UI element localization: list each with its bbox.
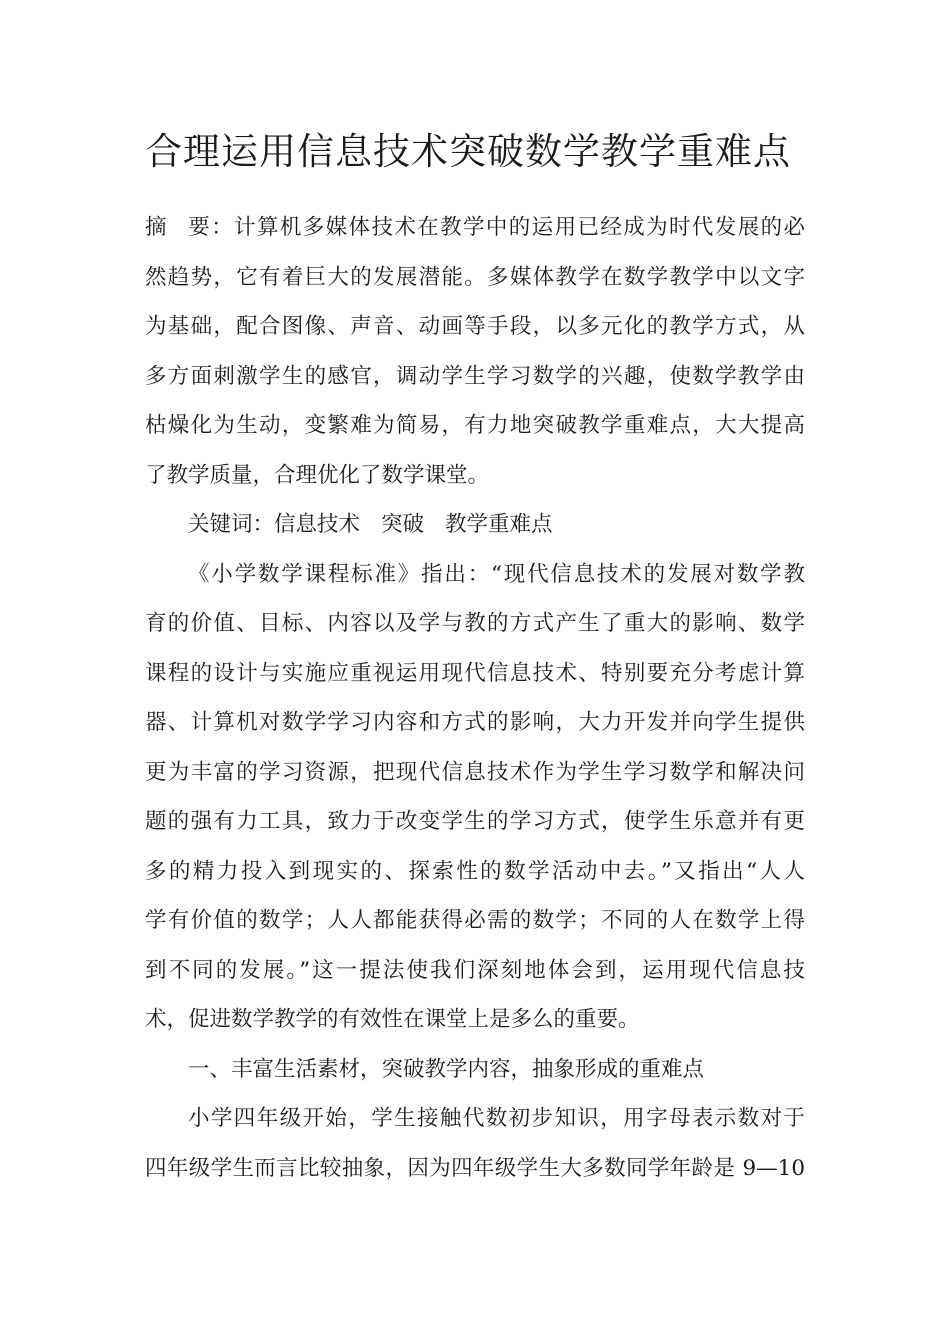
paragraph-line: 育的价值、目标、内容以及学与教的方式产生了重大的影响、数学 (145, 611, 805, 636)
paragraph-line: 四年级学生而言比较抽象，因为四年级学生大多数同学年龄是 9—10 (145, 1155, 805, 1181)
paragraph-line: 题的强有力工具，致力于改变学生的学习方式，使学生乐意并有更 (145, 809, 805, 834)
paragraph-line: 多的精力投入到现实的、探索性的数学活动中去。”又指出“人人 (145, 858, 805, 884)
keywords-line (145, 500, 805, 550)
document-title: 合理运用信息技术突破数学教学重难点 (145, 130, 791, 173)
keywords-label: 关键词： (188, 512, 275, 537)
abstract-line: 了教学质量，合理优化了数学课堂。 (145, 462, 490, 488)
keyword-item: 教学重难点 (445, 512, 553, 537)
paragraph-line: 小学四年级开始，学生接触代数初步知识，用字母表示数对于 (188, 1106, 805, 1131)
abstract-line: 多方面刺激学生的感官，调动学生学习数学的兴趣，使数学教学由 (145, 363, 805, 389)
paragraph-line: 《小学数学课程标准》指出：“现代信息技术的发展对数学教 (188, 561, 805, 587)
abstract-line: 为基础，配合图像、声音、动画等手段，以多元化的教学方式，从 (145, 314, 805, 339)
section-heading: 一、丰富生活素材，突破教学内容，抽象形成的重难点 (188, 1056, 705, 1082)
paragraph-line: 更为丰富的学习资源，把现代信息技术作为学生学习数学和解决问 (145, 759, 805, 785)
paragraph-line: 到不同的发展。”这一提法使我们深刻地体会到，运用现代信息技 (145, 957, 805, 983)
paragraph-line: 术，促进数学教学的有效性在课堂上是多么的重要。 (145, 1007, 640, 1032)
abstract-line: 枯燥化为生动，变繁难为简易，有力地突破教学重难点，大大提高 (145, 413, 805, 438)
abstract-label-first: 摘 (145, 215, 168, 240)
paragraph-line: 学有价值的数学；人人都能获得必需的数学；不同的人在数学上得 (145, 908, 805, 933)
abstract-label-second: 要： (186, 215, 235, 240)
keyword-item: 突破 (381, 512, 425, 537)
document-body (145, 203, 805, 1193)
abstract-line: 然趋势，它有着巨大的发展潜能。多媒体教学在数学教学中以文字 (145, 264, 805, 290)
keyword-item: 信息技术 (274, 512, 361, 537)
abstract-text: 计算机多媒体技术在教学中的运用已经成为时代发展的必 (234, 215, 805, 240)
paragraph-line: 器、计算机对数学学习内容和方式的影响，大力开发并向学生提供 (145, 710, 805, 735)
abstract-line (145, 203, 805, 253)
paragraph-line: 课程的设计与实施应重视运用现代信息技术、特别要充分考虑计算 (145, 660, 805, 686)
